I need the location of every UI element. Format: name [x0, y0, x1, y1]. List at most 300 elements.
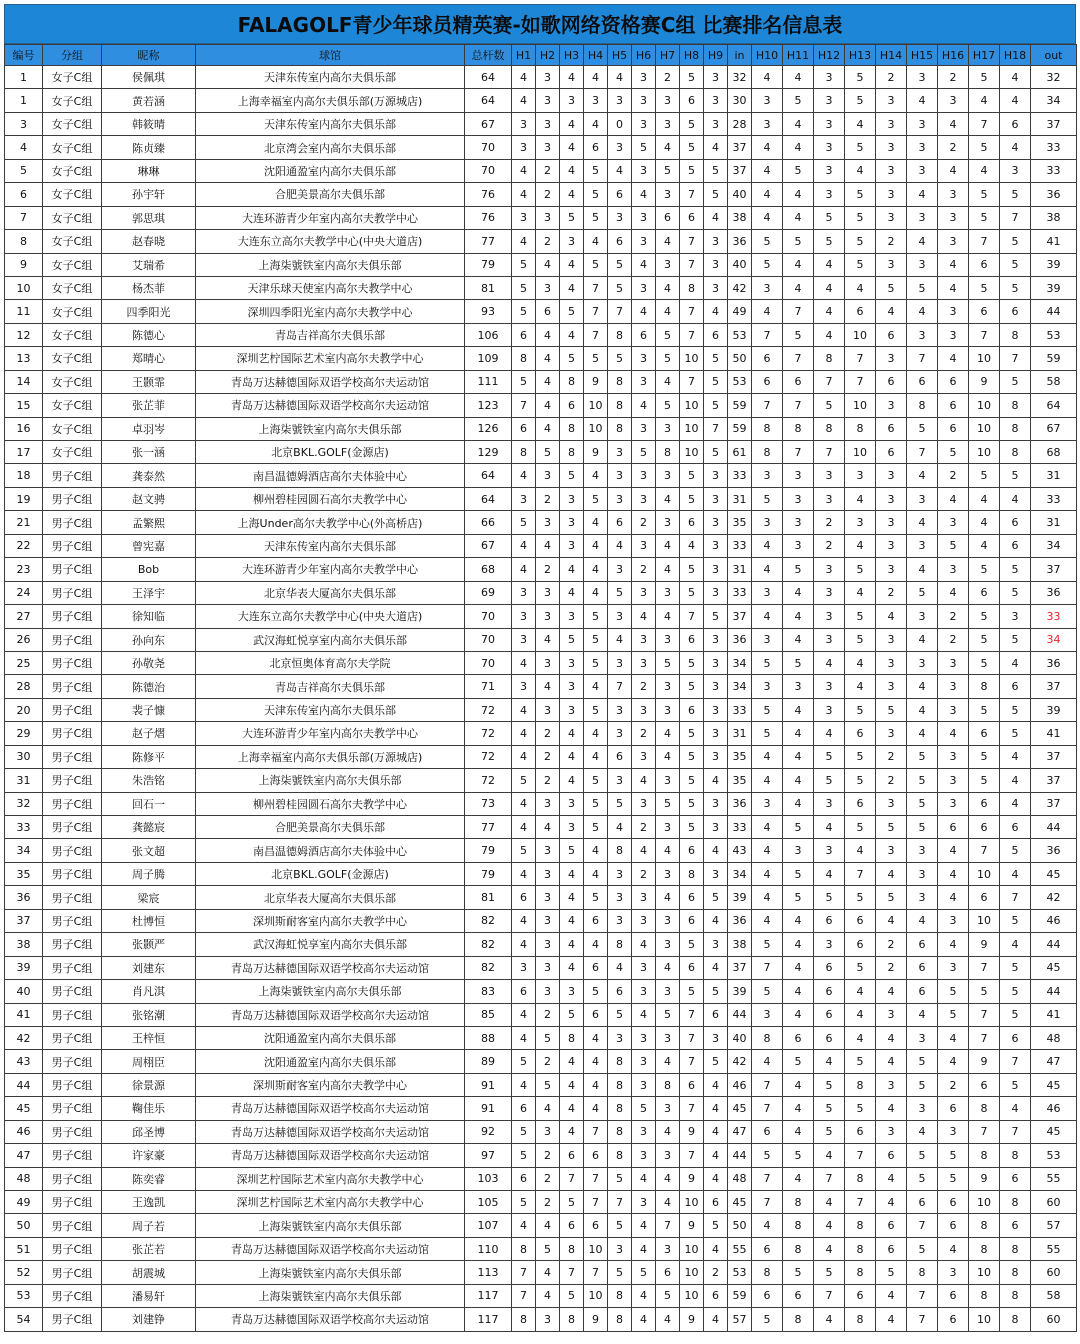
hole-score-cell: 4 — [845, 839, 876, 862]
hole-score-cell: 5 — [560, 347, 584, 370]
hole-score-cell: 4 — [512, 909, 536, 932]
hole-score-cell: 5 — [536, 1026, 560, 1049]
hole-score-cell: 3 — [814, 792, 845, 815]
hole-score-cell: 7 — [1000, 886, 1031, 909]
hole-score-cell: 4 — [632, 183, 656, 206]
hole-score-cell: 6 — [1000, 1026, 1031, 1049]
column-header: in — [728, 45, 752, 66]
hole-score-cell: 3 — [656, 980, 680, 1003]
hole-score-cell: 4 — [704, 1308, 728, 1331]
venue-cell: 沈阳通盈室内高尔夫俱乐部 — [196, 159, 465, 182]
hole-score-cell: 4 — [938, 487, 969, 510]
nickname-cell: 刘建东 — [102, 956, 196, 979]
hole-score-cell: 3 — [704, 464, 728, 487]
group-cell: 女子C组 — [43, 323, 102, 346]
total-cell: 129 — [465, 441, 512, 464]
hole-score-cell: 7 — [608, 675, 632, 698]
total-cell: 72 — [465, 745, 512, 768]
hole-score-cell: 4 — [632, 839, 656, 862]
group-cell: 男子C组 — [43, 1050, 102, 1073]
hole-score-cell: 8 — [845, 1073, 876, 1096]
out-score-cell: 55 — [1031, 1167, 1077, 1190]
nickname-cell: 杨杰菲 — [102, 276, 196, 299]
nickname-cell: 肖凡淇 — [102, 980, 196, 1003]
total-cell: 111 — [465, 370, 512, 393]
hole-score-cell: 4 — [632, 1284, 656, 1307]
hole-score-cell: 10 — [969, 1261, 1000, 1284]
venue-cell: 上海幸福室内高尔夫俱乐部(万源城店) — [196, 89, 465, 112]
hole-score-cell: 8 — [783, 1237, 814, 1260]
hole-score-cell: 2 — [876, 230, 907, 253]
hole-score-cell: 3 — [814, 183, 845, 206]
hole-score-cell: 7 — [969, 1026, 1000, 1049]
hole-score-cell: 3 — [656, 89, 680, 112]
hole-score-cell: 5 — [584, 347, 608, 370]
group-cell: 女子C组 — [43, 159, 102, 182]
nickname-cell: 裴子慷 — [102, 698, 196, 721]
hole-score-cell: 6 — [512, 886, 536, 909]
hole-score-cell: 3 — [704, 253, 728, 276]
nickname-cell: 孟繁熙 — [102, 511, 196, 534]
table-row — [5, 136, 1077, 159]
hole-score-cell: 8 — [814, 417, 845, 440]
hole-score-cell: 8 — [907, 1261, 938, 1284]
nickname-cell: 梁宸 — [102, 886, 196, 909]
hole-score-cell: 5 — [1000, 628, 1031, 651]
hole-score-cell: 5 — [969, 651, 1000, 674]
group-cell: 男子C组 — [43, 792, 102, 815]
column-header: H5 — [608, 45, 632, 66]
hole-score-cell: 3 — [632, 1026, 656, 1049]
hole-score-cell: 8 — [608, 370, 632, 393]
out-score-cell: 60 — [1031, 1191, 1077, 1214]
hole-score-cell: 10 — [680, 417, 704, 440]
hole-score-cell: 7 — [584, 1120, 608, 1143]
total-cell: 117 — [465, 1284, 512, 1307]
hole-score-cell: 4 — [656, 1167, 680, 1190]
hole-score-cell: 4 — [783, 628, 814, 651]
hole-score-cell: 3 — [704, 112, 728, 135]
hole-score-cell: 6 — [704, 1284, 728, 1307]
hole-score-cell: 5 — [512, 276, 536, 299]
out-score-cell: 60 — [1031, 1261, 1077, 1284]
hole-score-cell: 6 — [814, 1003, 845, 1026]
total-cell: 88 — [465, 1026, 512, 1049]
hole-score-cell: 6 — [1000, 112, 1031, 135]
hole-score-cell: 5 — [704, 370, 728, 393]
hole-score-cell: 3 — [656, 581, 680, 604]
hole-score-cell: 4 — [938, 276, 969, 299]
hole-score-cell: 8 — [608, 1120, 632, 1143]
hole-score-cell: 4 — [584, 722, 608, 745]
column-header: H8 — [680, 45, 704, 66]
hole-score-cell: 5 — [845, 886, 876, 909]
hole-score-cell: 4 — [752, 183, 783, 206]
venue-cell: 上海柒號铁室内高尔夫俱乐部 — [196, 253, 465, 276]
table-row — [5, 1261, 1077, 1284]
hole-score-cell: 3 — [783, 464, 814, 487]
hole-score-cell: 3 — [876, 394, 907, 417]
hole-score-cell: 4 — [656, 558, 680, 581]
hole-score-cell: 5 — [876, 816, 907, 839]
out-score-cell: 45 — [1031, 1120, 1077, 1143]
out-score-cell: 38 — [1031, 206, 1077, 229]
hole-score-cell: 5 — [814, 1073, 845, 1096]
nickname-cell: 赵春晓 — [102, 230, 196, 253]
total-cell: 110 — [465, 1237, 512, 1260]
hole-score-cell: 4 — [512, 816, 536, 839]
total-cell: 72 — [465, 769, 512, 792]
nickname-cell: 潘易轩 — [102, 1284, 196, 1307]
venue-cell: 南昌温德姆酒店高尔夫体验中心 — [196, 839, 465, 862]
hole-score-cell: 6 — [1000, 534, 1031, 557]
hole-score-cell: 3 — [907, 487, 938, 510]
hole-score-cell: 4 — [560, 1050, 584, 1073]
hole-score-cell: 7 — [680, 300, 704, 323]
hole-score-cell: 3 — [608, 722, 632, 745]
hole-score-cell: 5 — [938, 1003, 969, 1026]
in-score-cell: 37 — [728, 605, 752, 628]
hole-score-cell: 3 — [1000, 605, 1031, 628]
hole-score-cell: 4 — [656, 487, 680, 510]
hole-score-cell: 3 — [876, 675, 907, 698]
table-row — [5, 862, 1077, 885]
hole-score-cell: 4 — [656, 956, 680, 979]
hole-score-cell: 4 — [907, 464, 938, 487]
hole-score-cell: 4 — [783, 605, 814, 628]
hole-score-cell: 3 — [783, 675, 814, 698]
hole-score-cell: 3 — [938, 769, 969, 792]
hole-score-cell: 5 — [1000, 722, 1031, 745]
table-body — [5, 66, 1077, 1332]
hole-score-cell: 3 — [560, 980, 584, 1003]
hole-score-cell: 7 — [845, 862, 876, 885]
venue-cell: 青岛万达赫德国际双语学校高尔夫运动馆 — [196, 1308, 465, 1331]
hole-score-cell: 8 — [560, 417, 584, 440]
hole-score-cell: 9 — [584, 441, 608, 464]
in-score-cell: 57 — [728, 1308, 752, 1331]
rank-cell: 36 — [5, 886, 43, 909]
hole-score-cell: 3 — [536, 136, 560, 159]
hole-score-cell: 3 — [536, 862, 560, 885]
hole-score-cell: 10 — [845, 441, 876, 464]
hole-score-cell: 7 — [969, 839, 1000, 862]
hole-score-cell: 2 — [938, 464, 969, 487]
hole-score-cell: 4 — [969, 511, 1000, 534]
out-score-cell: 33 — [1031, 159, 1077, 182]
hole-score-cell: 5 — [512, 511, 536, 534]
table-row — [5, 628, 1077, 651]
table-row — [5, 394, 1077, 417]
hole-score-cell: 5 — [680, 558, 704, 581]
hole-score-cell: 5 — [632, 441, 656, 464]
venue-cell: 上海柒號铁室内高尔夫俱乐部 — [196, 1284, 465, 1307]
hole-score-cell: 5 — [656, 394, 680, 417]
in-score-cell: 36 — [728, 230, 752, 253]
hole-score-cell: 6 — [704, 1003, 728, 1026]
table-row — [5, 1003, 1077, 1026]
hole-score-cell: 10 — [969, 909, 1000, 932]
hole-score-cell: 4 — [584, 534, 608, 557]
hole-score-cell: 7 — [680, 230, 704, 253]
hole-score-cell: 2 — [938, 605, 969, 628]
table-row — [5, 300, 1077, 323]
hole-score-cell: 3 — [704, 487, 728, 510]
hole-score-cell: 6 — [814, 980, 845, 1003]
column-header: H15 — [907, 45, 938, 66]
group-cell: 女子C组 — [43, 276, 102, 299]
in-score-cell: 37 — [728, 136, 752, 159]
hole-score-cell: 3 — [536, 886, 560, 909]
hole-score-cell: 4 — [876, 1097, 907, 1120]
table-row — [5, 183, 1077, 206]
hole-score-cell: 4 — [536, 1284, 560, 1307]
hole-score-cell: 4 — [845, 980, 876, 1003]
hole-score-cell: 5 — [680, 980, 704, 1003]
hole-score-cell: 4 — [656, 886, 680, 909]
hole-score-cell: 6 — [938, 370, 969, 393]
hole-score-cell: 4 — [512, 159, 536, 182]
hole-score-cell: 3 — [907, 136, 938, 159]
table-row — [5, 511, 1077, 534]
hole-score-cell: 5 — [845, 558, 876, 581]
total-cell: 107 — [465, 1214, 512, 1237]
hole-score-cell: 2 — [536, 1003, 560, 1026]
venue-cell: 上海幸福室内高尔夫俱乐部(万源城店) — [196, 745, 465, 768]
nickname-cell: 王泽宇 — [102, 581, 196, 604]
table-row — [5, 956, 1077, 979]
in-score-cell: 40 — [728, 1026, 752, 1049]
hole-score-cell: 8 — [1000, 1261, 1031, 1284]
hole-score-cell: 7 — [656, 1214, 680, 1237]
hole-score-cell: 5 — [752, 1144, 783, 1167]
hole-score-cell: 3 — [704, 276, 728, 299]
out-score-cell: 36 — [1031, 581, 1077, 604]
hole-score-cell: 3 — [876, 651, 907, 674]
hole-score-cell: 2 — [536, 183, 560, 206]
hole-score-cell: 6 — [656, 1261, 680, 1284]
hole-score-cell: 4 — [632, 1237, 656, 1260]
rank-cell: 14 — [5, 370, 43, 393]
venue-cell: 沈阳通盈室内高尔夫俱乐部 — [196, 1026, 465, 1049]
hole-score-cell: 3 — [814, 136, 845, 159]
column-header: H6 — [632, 45, 656, 66]
hole-score-cell: 4 — [814, 1191, 845, 1214]
in-score-cell: 59 — [728, 1284, 752, 1307]
hole-score-cell: 4 — [536, 1214, 560, 1237]
hole-score-cell: 8 — [560, 370, 584, 393]
table-row — [5, 534, 1077, 557]
hole-score-cell: 4 — [704, 1073, 728, 1096]
hole-score-cell: 7 — [560, 1261, 584, 1284]
hole-score-cell: 2 — [814, 511, 845, 534]
hole-score-cell: 4 — [876, 300, 907, 323]
hole-score-cell: 5 — [608, 581, 632, 604]
hole-score-cell: 4 — [608, 628, 632, 651]
hole-score-cell: 6 — [969, 886, 1000, 909]
hole-score-cell: 4 — [584, 511, 608, 534]
hole-score-cell: 3 — [876, 487, 907, 510]
hole-score-cell: 5 — [608, 347, 632, 370]
table-row — [5, 769, 1077, 792]
hole-score-cell: 4 — [560, 558, 584, 581]
hole-score-cell: 9 — [680, 1167, 704, 1190]
hole-score-cell: 7 — [680, 1144, 704, 1167]
hole-score-cell: 4 — [907, 230, 938, 253]
hole-score-cell: 4 — [560, 183, 584, 206]
hole-score-cell: 4 — [584, 1097, 608, 1120]
hole-score-cell: 4 — [560, 112, 584, 135]
hole-score-cell: 6 — [560, 1144, 584, 1167]
hole-score-cell: 6 — [680, 1073, 704, 1096]
hole-score-cell: 7 — [752, 323, 783, 346]
hole-score-cell: 6 — [969, 722, 1000, 745]
hole-score-cell: 6 — [969, 792, 1000, 815]
hole-score-cell: 3 — [704, 89, 728, 112]
hole-score-cell: 3 — [632, 230, 656, 253]
hole-score-cell: 4 — [783, 909, 814, 932]
hole-score-cell: 4 — [783, 956, 814, 979]
hole-score-cell: 3 — [938, 675, 969, 698]
hole-score-cell: 8 — [608, 1073, 632, 1096]
group-cell: 男子C组 — [43, 1003, 102, 1026]
hole-score-cell: 3 — [608, 909, 632, 932]
total-cell: 109 — [465, 347, 512, 370]
hole-score-cell: 9 — [584, 370, 608, 393]
out-score-cell: 41 — [1031, 1003, 1077, 1026]
hole-score-cell: 4 — [560, 745, 584, 768]
hole-score-cell: 3 — [938, 745, 969, 768]
hole-score-cell: 5 — [783, 89, 814, 112]
hole-score-cell: 4 — [512, 534, 536, 557]
hole-score-cell: 8 — [969, 1237, 1000, 1260]
table-row — [5, 933, 1077, 956]
hole-score-cell: 7 — [783, 394, 814, 417]
hole-score-cell: 6 — [680, 839, 704, 862]
hole-score-cell: 4 — [656, 300, 680, 323]
group-cell: 男子C组 — [43, 511, 102, 534]
in-score-cell: 50 — [728, 1214, 752, 1237]
hole-score-cell: 8 — [608, 417, 632, 440]
total-cell: 89 — [465, 1050, 512, 1073]
hole-score-cell: 6 — [584, 136, 608, 159]
hole-score-cell: 7 — [814, 1284, 845, 1307]
hole-score-cell: 3 — [704, 558, 728, 581]
hole-score-cell: 4 — [584, 839, 608, 862]
nickname-cell: 赵文骋 — [102, 487, 196, 510]
hole-score-cell: 4 — [783, 792, 814, 815]
out-score-cell: 44 — [1031, 933, 1077, 956]
table-row — [5, 347, 1077, 370]
hole-score-cell: 5 — [1000, 183, 1031, 206]
hole-score-cell: 8 — [845, 1214, 876, 1237]
total-cell: 76 — [465, 206, 512, 229]
hole-score-cell: 3 — [704, 745, 728, 768]
rank-cell: 23 — [5, 558, 43, 581]
rank-cell: 17 — [5, 441, 43, 464]
hole-score-cell: 3 — [656, 253, 680, 276]
group-cell: 女子C组 — [43, 136, 102, 159]
hole-score-cell: 5 — [845, 769, 876, 792]
group-cell: 男子C组 — [43, 816, 102, 839]
in-score-cell: 35 — [728, 745, 752, 768]
group-cell: 女子C组 — [43, 300, 102, 323]
hole-score-cell: 6 — [907, 956, 938, 979]
hole-score-cell: 6 — [584, 909, 608, 932]
nickname-cell: 赵子熠 — [102, 722, 196, 745]
hole-score-cell: 3 — [814, 605, 845, 628]
column-header: H13 — [845, 45, 876, 66]
rank-cell: 47 — [5, 1144, 43, 1167]
hole-score-cell: 4 — [560, 933, 584, 956]
group-cell: 男子C组 — [43, 956, 102, 979]
hole-score-cell: 6 — [608, 745, 632, 768]
venue-cell: 深圳斯耐客室内高尔夫教学中心 — [196, 1073, 465, 1096]
hole-score-cell: 5 — [907, 1144, 938, 1167]
rank-cell: 18 — [5, 464, 43, 487]
hole-score-cell: 4 — [845, 112, 876, 135]
hole-score-cell: 3 — [560, 487, 584, 510]
hole-score-cell: 5 — [584, 159, 608, 182]
hole-score-cell: 4 — [814, 1050, 845, 1073]
hole-score-cell: 8 — [656, 1073, 680, 1096]
hole-score-cell: 4 — [584, 745, 608, 768]
venue-cell: 天津东传室内高尔夫俱乐部 — [196, 112, 465, 135]
hole-score-cell: 4 — [512, 89, 536, 112]
out-score-cell: 39 — [1031, 276, 1077, 299]
hole-score-cell: 6 — [969, 1073, 1000, 1096]
total-cell: 70 — [465, 628, 512, 651]
hole-score-cell: 7 — [608, 1191, 632, 1214]
hole-score-cell: 4 — [752, 66, 783, 89]
nickname-cell: 曾宪嘉 — [102, 534, 196, 557]
hole-score-cell: 3 — [783, 534, 814, 557]
hole-score-cell: 5 — [584, 886, 608, 909]
hole-score-cell: 10 — [680, 441, 704, 464]
hole-score-cell: 4 — [512, 66, 536, 89]
hole-score-cell: 5 — [845, 253, 876, 276]
hole-score-cell: 3 — [632, 206, 656, 229]
hole-score-cell: 3 — [536, 1120, 560, 1143]
hole-score-cell: 7 — [680, 323, 704, 346]
hole-score-cell: 5 — [783, 230, 814, 253]
in-score-cell: 35 — [728, 511, 752, 534]
nickname-cell: 陈德治 — [102, 675, 196, 698]
total-cell: 64 — [465, 89, 512, 112]
column-header: H2 — [536, 45, 560, 66]
hole-score-cell: 3 — [876, 183, 907, 206]
table-row — [5, 1120, 1077, 1143]
hole-score-cell: 4 — [536, 628, 560, 651]
hole-score-cell: 4 — [845, 675, 876, 698]
hole-score-cell: 5 — [632, 136, 656, 159]
rank-cell: 32 — [5, 792, 43, 815]
hole-score-cell: 3 — [938, 1261, 969, 1284]
table-row — [5, 605, 1077, 628]
hole-score-cell: 6 — [752, 1120, 783, 1143]
hole-score-cell: 6 — [1000, 816, 1031, 839]
rank-cell: 21 — [5, 511, 43, 534]
hole-score-cell: 5 — [584, 253, 608, 276]
hole-score-cell: 5 — [1000, 581, 1031, 604]
hole-score-cell: 8 — [783, 1214, 814, 1237]
hole-score-cell: 4 — [814, 1214, 845, 1237]
total-cell: 91 — [465, 1097, 512, 1120]
hole-score-cell: 3 — [656, 769, 680, 792]
hole-score-cell: 6 — [783, 1284, 814, 1307]
hole-score-cell: 4 — [512, 1003, 536, 1026]
hole-score-cell: 3 — [704, 1026, 728, 1049]
